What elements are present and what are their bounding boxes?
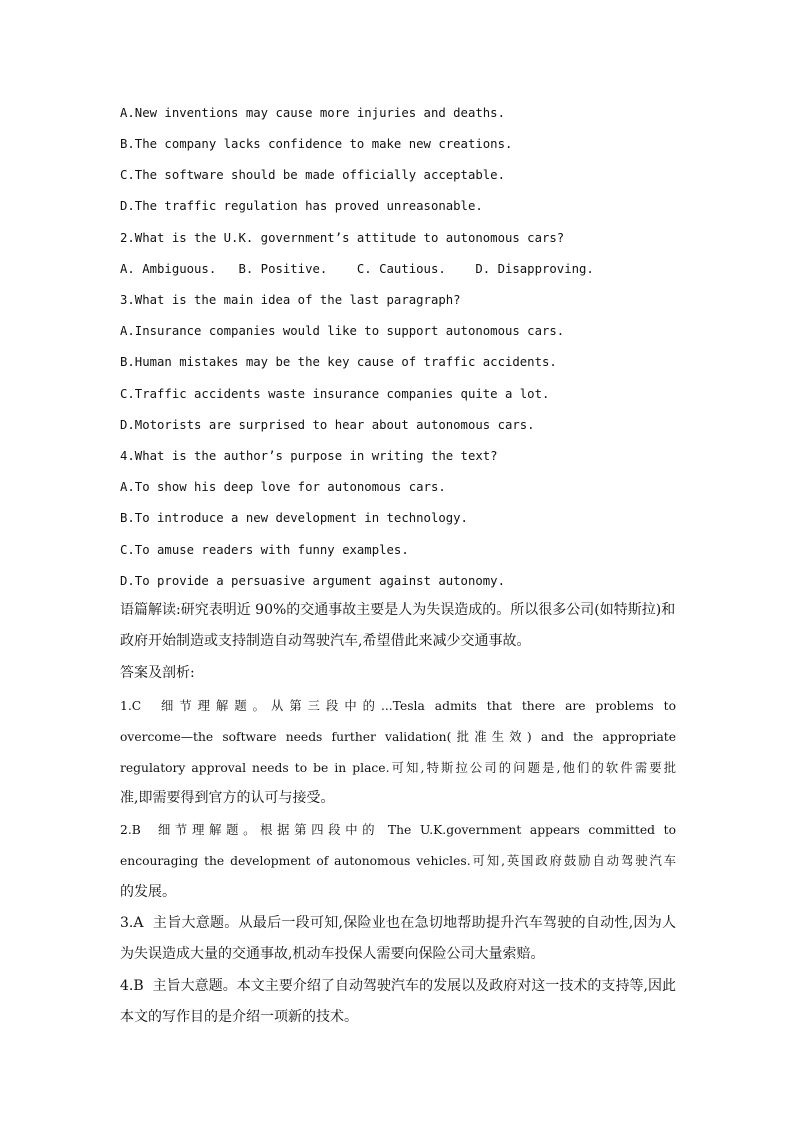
q4-option-d: D.To provide a persuasive argument against autonomy. [120,574,505,588]
answer-3-line-2: 为失误造成大量的交通事故,机动车投保人需要向保险公司大量索赔。 [120,946,545,962]
interpretation-line-1: 语篇解读:研究表明近 90%的交通事故主要是人为失误造成的。所以很多公司(如特斯拉)和 [120,602,676,618]
answer-2-line-2: encouraging the development of autonomous vehicles.可知,英国政府鼓励自动驾驶汽车 [120,854,676,868]
q2-question: 2.What is the U.K. government’s attitude to autonomous cars? [120,231,565,245]
q3-question: 3.What is the main idea of the last paragraph? [120,293,461,307]
q1-option-a: A.New inventions may cause more injuries and deaths. [120,106,505,120]
answer-4-line-1: 4.B 主旨大意题。本文主要介绍了自动驾驶汽车的发展以及政府对这一技术的支持等,因此 [120,978,676,994]
q4-option-a: A.To show his deep love for autonomous cars. [120,480,446,494]
answer-4-line-2: 本文的写作目的是介绍一项新的技术。 [120,1009,358,1025]
q1-option-d: D.The traffic regulation has proved unreasonable. [120,199,483,213]
q1-option-b: B.The company lacks confidence to make new creations. [120,137,513,151]
q4-question: 4.What is the author’s purpose in writing the text? [120,449,498,463]
answer-1-line-4: 准,即需要得到官方的认可与接受。 [120,790,335,806]
q3-option-b: B.Human mistakes may be the key cause of traffic accidents. [120,355,557,369]
q4-option-c: C.To amuse readers with funny examples. [120,543,409,557]
answer-2-line-1: 2.B 细节理解题。根据第四段中的 The U.K.government appears committed to [120,823,676,837]
q3-option-a: A.Insurance companies would like to support autonomous cars. [120,324,565,338]
answer-1-line-3: regulatory approval needs to be in place.可知,特斯拉公司的问题是,他们的软件需要批 [120,761,676,775]
q4-option-b: B.To introduce a new development in technology. [120,511,468,525]
answers-heading: 答案及剖析: [120,665,195,681]
q2-options: A. Ambiguous. B. Positive. C. Cautious. D. Disapproving. [120,262,594,276]
answer-1-line-2: overcome—the software needs further validation(批准生效) and the appropriate [120,730,676,744]
q3-option-d: D.Motorists are surprised to hear about autonomous cars. [120,418,535,432]
q3-option-c: C.Traffic accidents waste insurance companies quite a lot. [120,387,550,401]
interpretation-line-2: 政府开始制造或支持制造自动驾驶汽车,希望借此来减少交通事故。 [120,633,531,649]
q1-option-c: C.The software should be made officially acceptable. [120,168,505,182]
answer-2-line-3: 的发展。 [120,884,176,900]
answer-1-line-1: 1.C 细节理解题。从第三段中的...Tesla admits that there are problems to [120,699,676,713]
answer-3-line-1: 3.A 主旨大意题。从最后一段可知,保险业也在急切地帮助提升汽车驾驶的自动性,因为人 [120,915,676,931]
